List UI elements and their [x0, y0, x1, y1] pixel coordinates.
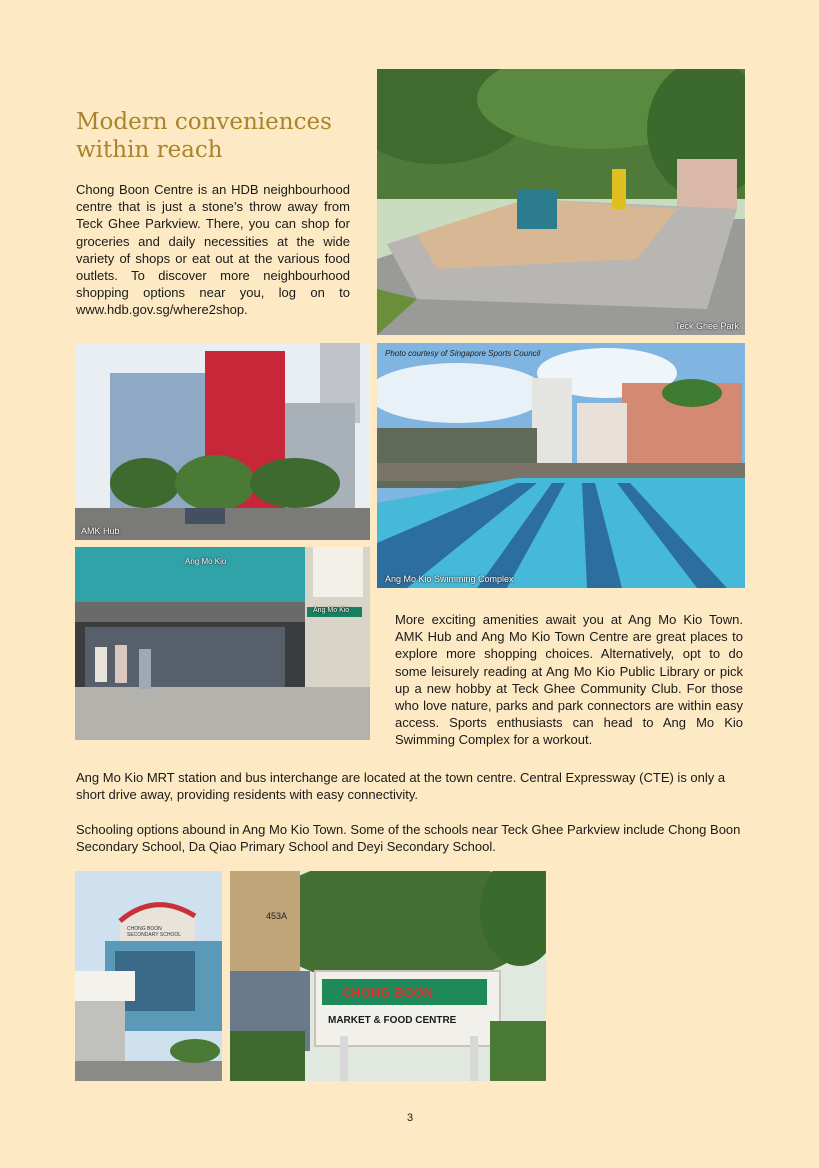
school-photo	[75, 871, 222, 1081]
swimming-caption: Ang Mo Kio Swimming Complex	[385, 574, 514, 584]
page-number: 3	[406, 1112, 414, 1124]
park-caption: Teck Ghee Park	[674, 321, 739, 331]
transport-paragraph: Ang Mo Kio MRT station and bus interchange are located at the town centre. Central Expressway (CTE) is only a short drive away, providing residents with easy connectivity.	[76, 770, 726, 803]
block-number: 453A	[266, 911, 288, 921]
school-sign-line-2: SECONDARY SCHOOL	[127, 932, 181, 938]
amk-hub-caption: AMK Hub	[81, 526, 120, 536]
heading-line-1: Modern conveniences	[76, 109, 332, 135]
school-sign-line-1: CHONG BOON	[127, 926, 162, 932]
amenities-paragraph: More exciting amenities await you at Ang Mo Kio Town. AMK Hub and Ang Mo Kio Town Centre are great places to explore more shopping choices. Alternatively, opt to do some leisurely reading at Ang Mo Kio Public Library or pick up a new hobby at Teck Ghee Community Club. For those who love nature, parks and park connectors are within easy access. Sports enthusiasts can head to Ang Mo Kio Swimming Complex for a workout.	[395, 612, 743, 748]
school-sign	[127, 926, 181, 938]
section-heading	[76, 108, 366, 164]
intro-paragraph: Chong Boon Centre is an HDB neighbourhood centre that is just a stone’s throw away from Teck Ghee Parkview. There, you can shop for groceries and daily necessities at the wide variety of shops or eat out at the various food outlets. To discover more neighbourhood shopping options near you, log on to www.hdb.gov.sg/where2shop.	[76, 182, 350, 318]
photo-credit: Photo courtesy of Singapore Sports Council	[385, 349, 541, 358]
schools-paragraph: Schooling options abound in Ang Mo Kio Town. Some of the schools near Teck Ghee Parkview include Chong Boon Secondary School, Da Qiao Primary School and Deyi Secondary School.	[76, 822, 741, 855]
amk-hub-photo	[75, 343, 370, 540]
mrt-sign-small: Ang Mo Kio	[313, 607, 350, 614]
mrt-station-photo	[75, 547, 370, 740]
heading-line-2: within reach	[76, 137, 223, 163]
mrt-sign: Ang Mo Kio	[185, 557, 227, 566]
market-sign-line-2: MARKET & FOOD CENTRE	[328, 1015, 457, 1026]
market-photo	[230, 871, 546, 1081]
swimming-complex-photo	[377, 343, 745, 588]
market-sign-line-1: CHONG BOON	[342, 985, 433, 1000]
teck-ghee-park-photo	[377, 69, 745, 335]
